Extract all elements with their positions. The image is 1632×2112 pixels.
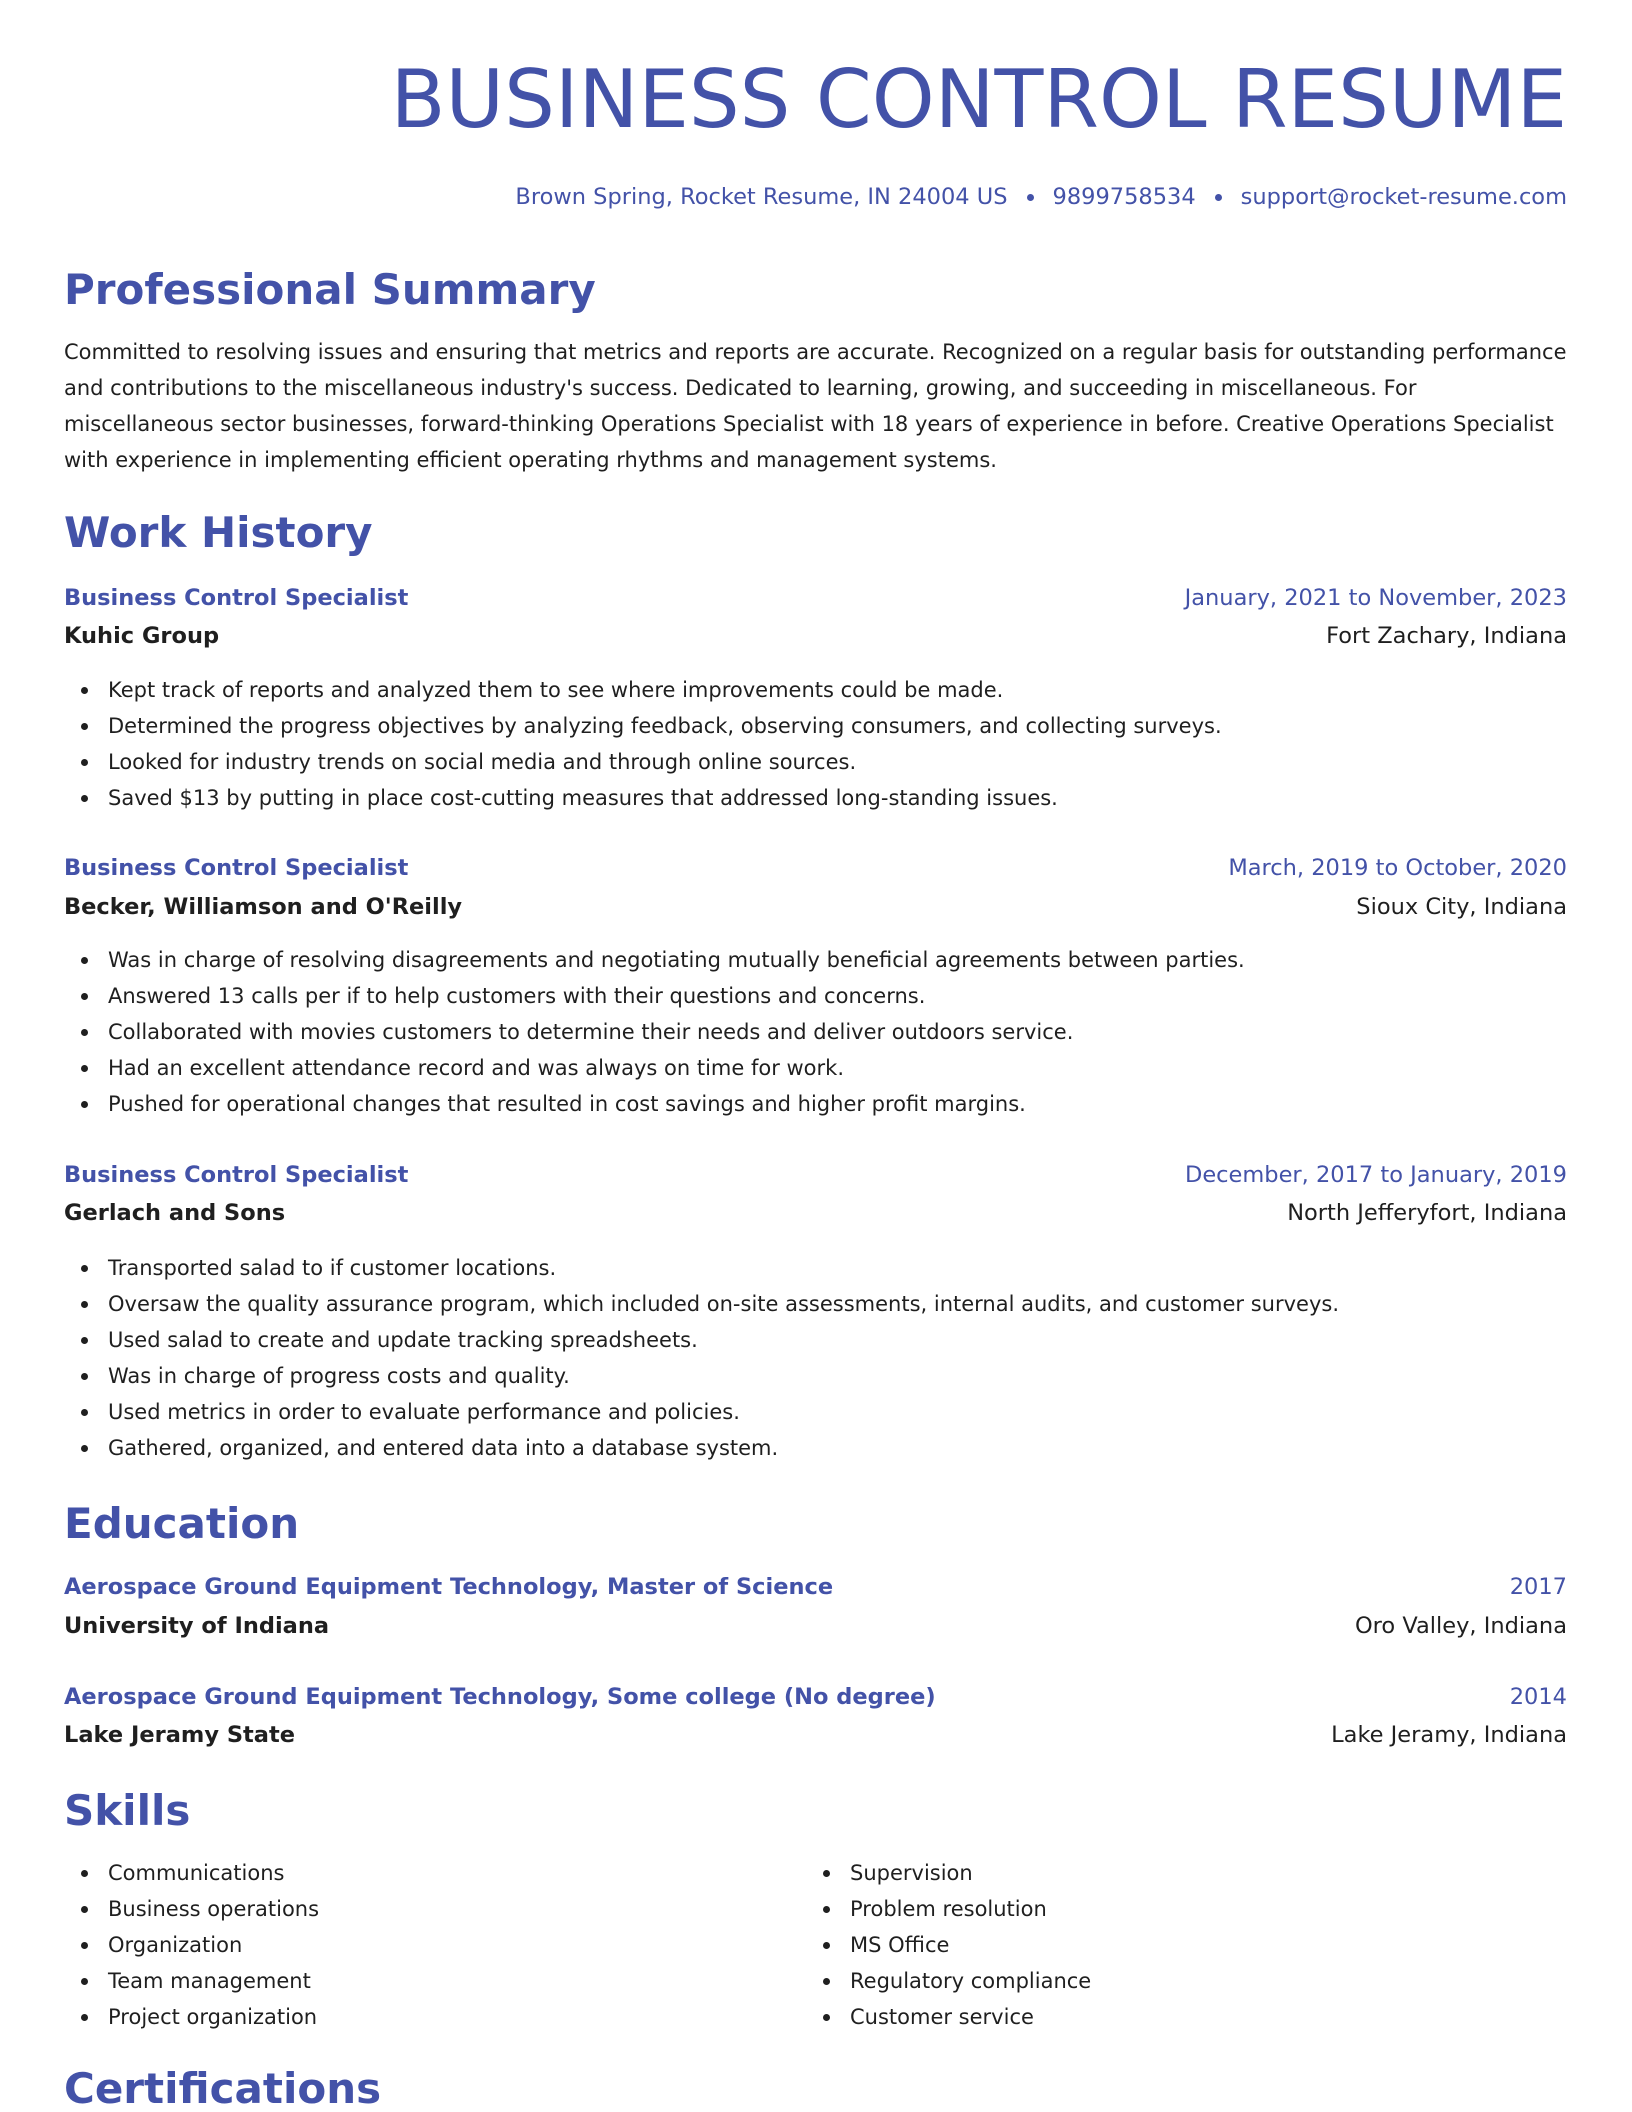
job-dates: December, 2017 to January, 2019 [1185,1162,1567,1188]
list-item: Pushed for operational changes that resulted in cost savings and higher profit margins. [64,1086,1567,1122]
job-title: Business Control Specialist [64,585,409,611]
list-item: Saved $13 by putting in place cost-cutting measures that addressed long-standing issues. [64,780,1567,816]
skills-list-right [806,1855,1091,2035]
resume-title: BUSINESS CONTROL RESUME [390,53,1567,146]
job-title: Business Control Specialist [64,855,409,881]
skill-item: MS Office [806,1927,1091,1963]
list-item: Kept track of reports and analyzed them to see where improvements could be made. [64,672,1567,708]
school-name: University of Indiana [64,1613,330,1639]
list-item: Used metrics in order to evaluate performance and policies. [64,1394,1567,1430]
skill-item: Regulatory compliance [806,1963,1091,1999]
education-heading: Education [64,1499,300,1548]
list-item: Gathered, organized, and entered data into a database system. [64,1430,1567,1466]
separator-dot [1027,194,1034,201]
separator-dot [1215,194,1222,201]
contact-email[interactable]: support@rocket-resume.com [1240,184,1567,210]
job-bullets [64,1250,1567,1466]
list-item: Determined the progress objectives by analyzing feedback, observing consumers, and collecting surveys. [64,708,1567,744]
list-item: Was in charge of resolving disagreements and negotiating mutually beneficial agreements between parties. [64,942,1567,978]
contact-line [515,180,1567,214]
skill-item: Organization [64,1927,319,1963]
skill-item: Problem resolution [806,1891,1091,1927]
job-company: Becker, Williamson and O'Reilly [64,894,463,920]
job-bullets [64,942,1567,1122]
skill-item: Communications [64,1855,319,1891]
degree-year: 2014 [1509,1684,1567,1710]
contact-address: Brown Spring, Rocket Resume, IN 24004 US [515,184,1008,210]
work-history-heading: Work History [64,508,373,557]
job-bullets [64,672,1567,816]
degree-title: Aerospace Ground Equipment Technology, Master of Science [64,1574,834,1600]
skill-item: Customer service [806,1999,1091,2035]
job-company: Gerlach and Sons [64,1200,286,1226]
list-item: Was in charge of progress costs and quality. [64,1358,1567,1394]
certifications-heading: Certifications [64,2064,382,2112]
list-item: Transported salad to if customer locations. [64,1250,1567,1286]
school-name: Lake Jeramy State [64,1722,295,1748]
list-item: Oversaw the quality assurance program, which included on-site assessments, internal audits, and customer surveys. [64,1286,1567,1322]
skill-item: Business operations [64,1891,319,1927]
summary-text: Committed to resolving issues and ensuring that metrics and reports are accurate. Recognized on a regular basis for outstanding performance and contributions to the miscellaneous industry's success. Dedicated to learning, growing, and succeeding in miscellaneous. For miscellaneous sector businesses, forward-thinking Operations Specialist with 18 years of experience in before. Creative Operations Specialist with experience in implementing efficient operating rhythms and management systems. [64,340,1567,472]
job-location: Sioux City, Indiana [1356,894,1567,920]
summary-heading: Professional Summary [64,265,596,314]
skill-item: Project organization [64,1999,319,2035]
degree-title: Aerospace Ground Equipment Technology, Some college (No degree) [64,1684,936,1710]
job-title: Business Control Specialist [64,1162,409,1188]
job-company: Kuhic Group [64,623,220,649]
skill-item: Team management [64,1963,319,1999]
contact-phone: 9899758534 [1052,184,1196,210]
degree-year: 2017 [1509,1574,1567,1600]
job-location: Fort Zachary, Indiana [1326,623,1567,649]
list-item: Looked for industry trends on social media and through online sources. [64,744,1567,780]
school-location: Lake Jeramy, Indiana [1331,1722,1567,1748]
school-location: Oro Valley, Indiana [1354,1613,1567,1639]
job-dates: March, 2019 to October, 2020 [1228,855,1567,881]
skills-list-left [64,1855,319,2035]
list-item: Had an excellent attendance record and was always on time for work. [64,1050,1567,1086]
list-item: Collaborated with movies customers to determine their needs and deliver outdoors service. [64,1014,1567,1050]
job-dates: January, 2021 to November, 2023 [1184,585,1567,611]
list-item: Answered 13 calls per if to help customers with their questions and concerns. [64,978,1567,1014]
skills-heading: Skills [64,1786,191,1835]
skill-item: Supervision [806,1855,1091,1891]
list-item: Used salad to create and update tracking spreadsheets. [64,1322,1567,1358]
job-location: North Jefferyfort, Indiana [1287,1200,1567,1226]
